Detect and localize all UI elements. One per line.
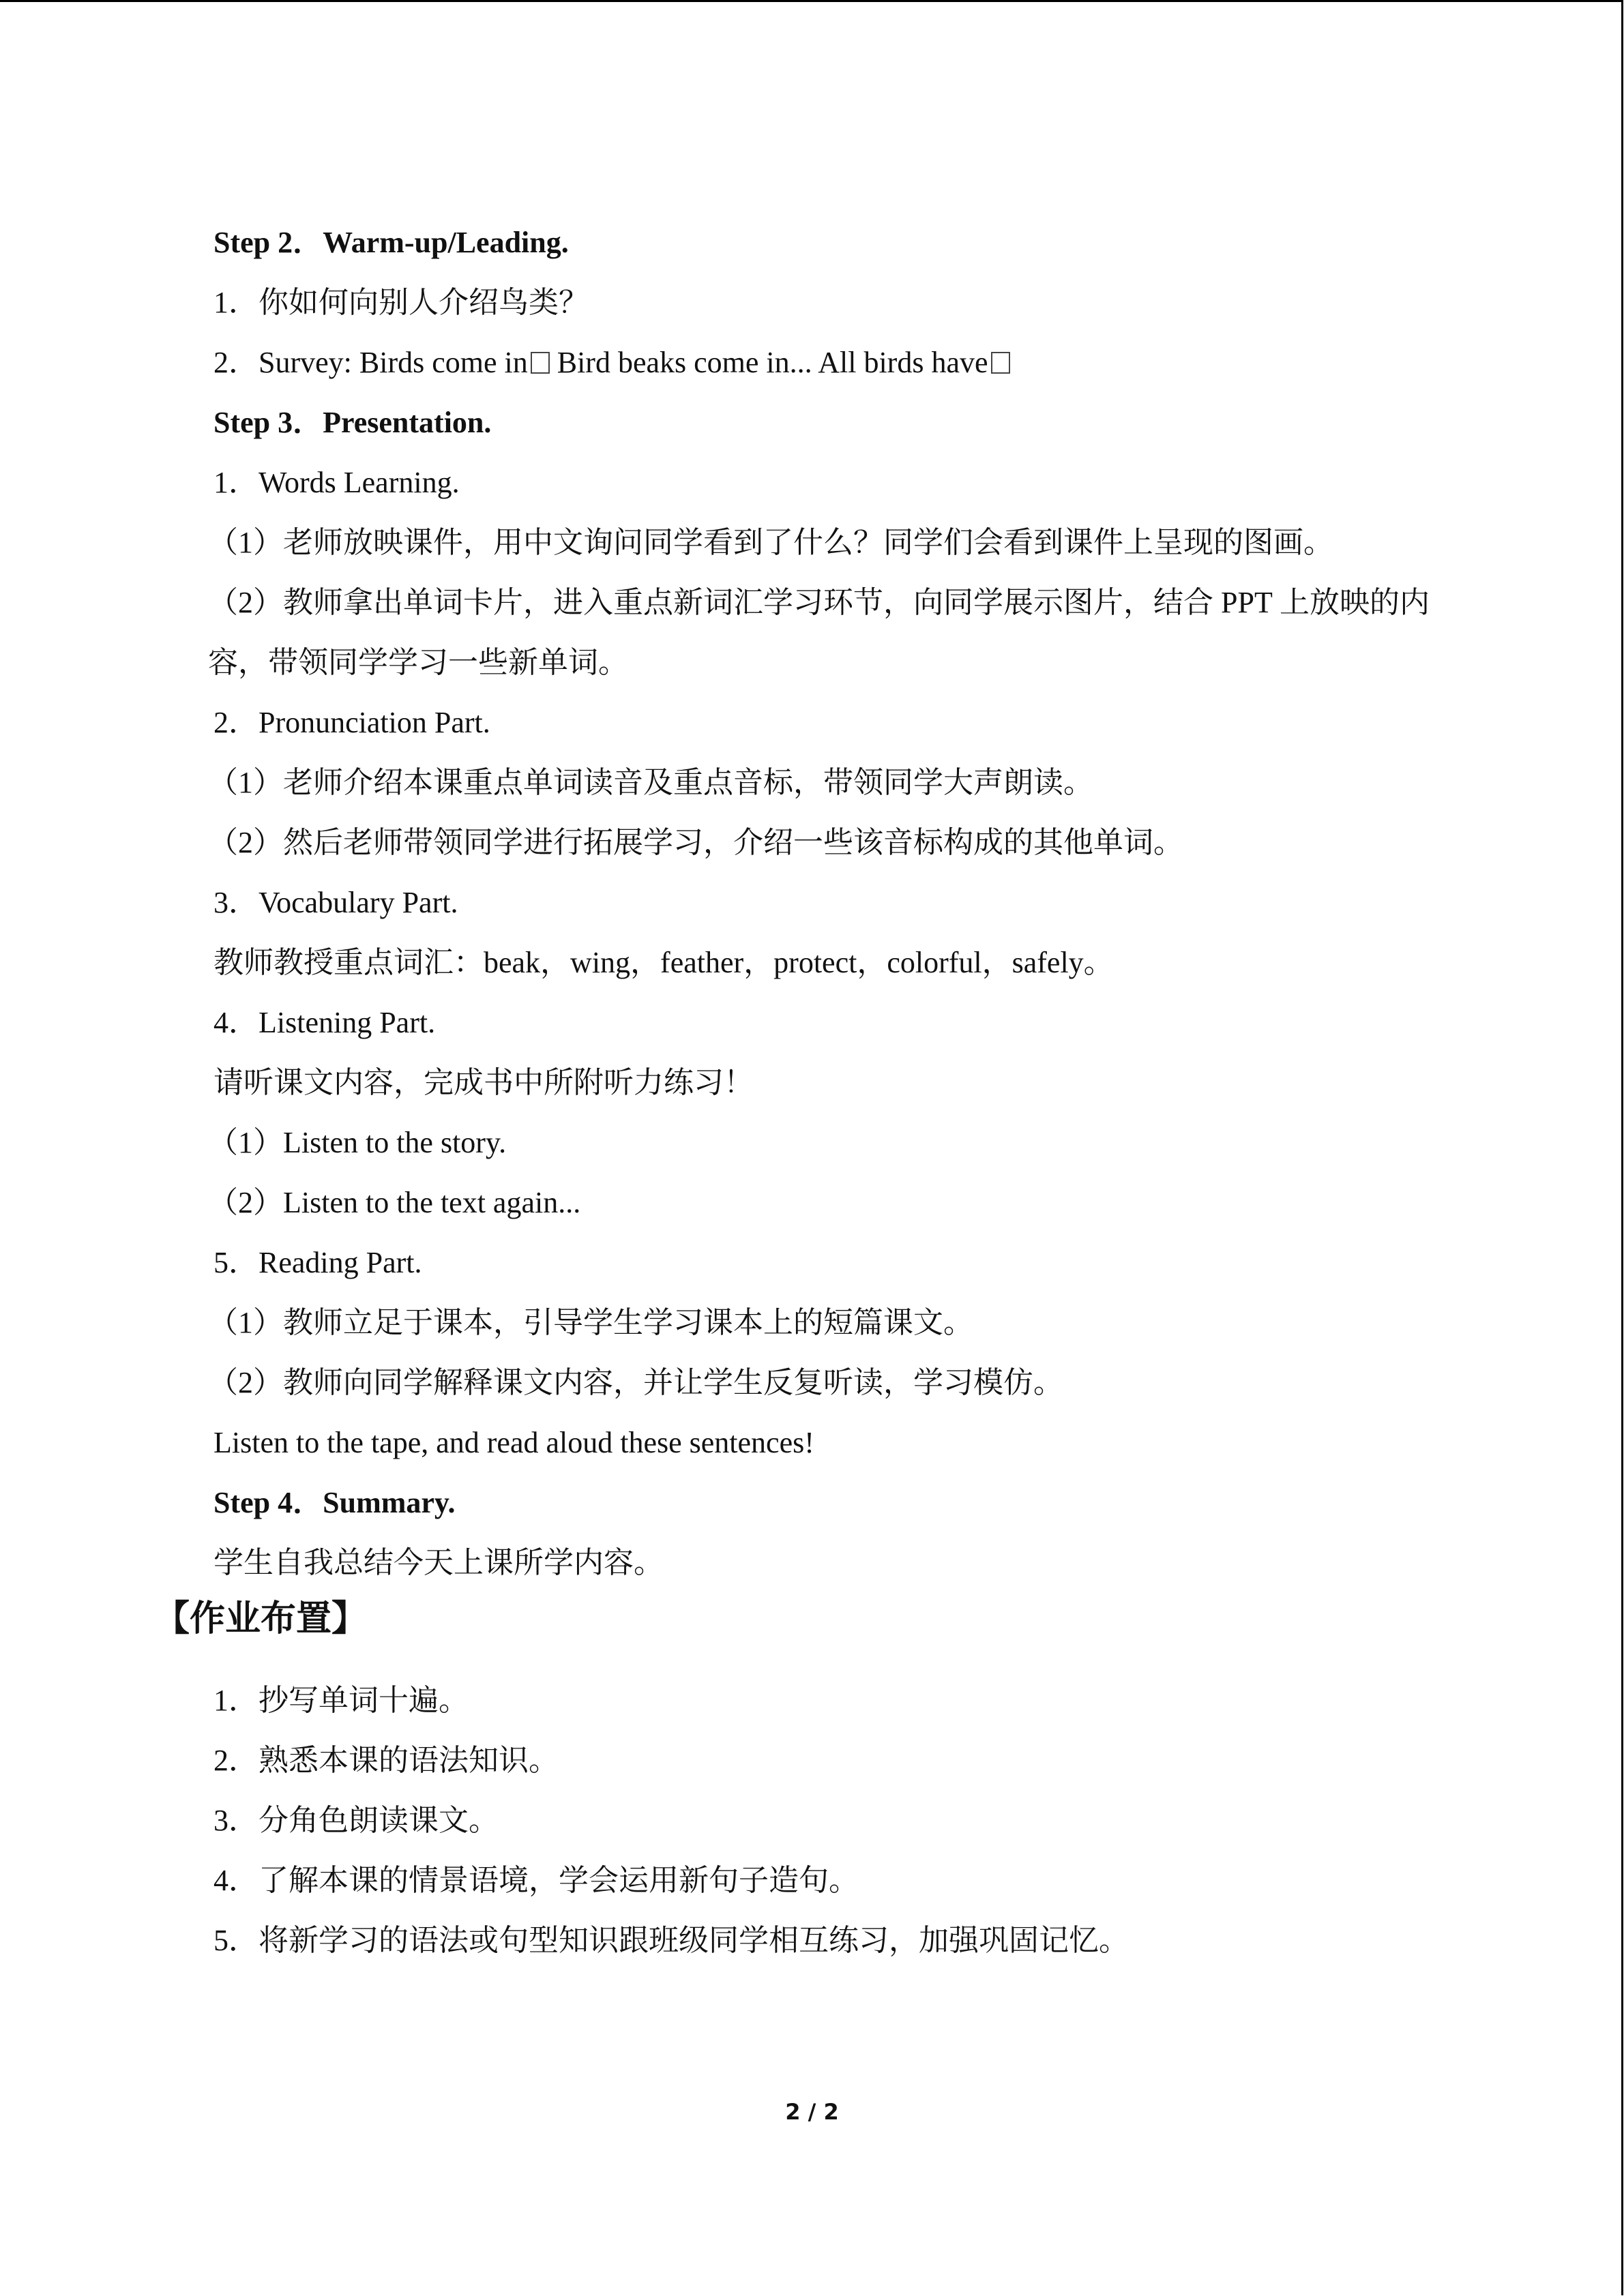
homework-heading: 【作业布置】: [154, 1598, 368, 1639]
words-learning-item-2: （2）教师拿出单词卡片，进入重点新词汇学习环节，向同学展示图片，结合 PPT 上放映的内容，带领同学学习一些新单词。: [208, 586, 1430, 679]
listening-intro: 请听课文内容，完成书中所附听力练习！: [213, 1066, 754, 1099]
reading-heading: 5．Reading Part.: [213, 1246, 422, 1279]
reading-item-1: （1）教师立足于课本，引导学生学习课本上的短篇课文。: [208, 1306, 973, 1339]
survey-text-a: 2．Survey: Birds come in: [213, 346, 528, 379]
step2-item-2: [213, 333, 1455, 393]
missing-glyph-box: [531, 352, 550, 374]
step3-heading: Step 3．Presentation.: [213, 406, 492, 439]
pronunciation-heading: 2．Pronunciation Part.: [213, 706, 490, 739]
reading-item-2: （2）教师向同学解释课文内容，并让学生反复听读，学习模仿。: [208, 1366, 1063, 1399]
pronunciation-item-1: （1）老师介绍本课重点单词读音及重点音标，带领同学大声朗读。: [208, 766, 1093, 799]
pronunciation-item-2: （2）然后老师带领同学进行拓展学习，介绍一些该音标构成的其他单词。: [208, 826, 1183, 859]
vocabulary-heading: 3．Vocabulary Part.: [213, 886, 458, 919]
listening-item-2: （2）Listen to the text again...: [208, 1186, 581, 1219]
page-number: 2 / 2: [785, 2099, 839, 2125]
vocabulary-item-1: 教师教授重点词汇：beak，wing，feather，protect，colorful，safely。: [213, 946, 1114, 979]
lesson-steps: [208, 213, 1455, 1593]
listening-item-1: （1）Listen to the story.: [208, 1126, 507, 1159]
homework-item: 5．将新学习的语法或句型知识跟班级同学相互练习，加强巩固记忆。: [213, 1924, 1129, 1957]
reading-item-3: Listen to the tape, and read aloud these sentences!: [213, 1426, 814, 1459]
missing-glyph-box: [991, 352, 1010, 374]
words-learning-heading: 1．Words Learning.: [213, 466, 460, 499]
step2-item-1: 1．你如何向别人介绍鸟类？: [213, 286, 589, 319]
summary-item-1: 学生自我总结今天上课所学内容。: [213, 1546, 664, 1579]
words-learning-item-1: （1）老师放映课件，用中文询问同学看到了什么？同学们会看到课件上呈现的图画。: [208, 526, 1333, 559]
homework-item: 2．熟悉本课的语法知识。: [213, 1744, 559, 1777]
homework-item: 3．分角色朗读课文。: [213, 1804, 499, 1837]
survey-text-b: Bird beaks come in... All birds have: [549, 346, 988, 379]
homework-list: [213, 1671, 1455, 1971]
homework-item: 1．抄写单词十遍。: [213, 1684, 469, 1717]
step4-heading: Step 4．Summary.: [213, 1486, 456, 1519]
homework-item: 4．了解本课的情景语境，学会运用新句子造句。: [213, 1864, 859, 1897]
step2-heading: Step 2．Warm-up/Leading.: [213, 226, 569, 259]
listening-heading: 4．Listening Part.: [213, 1006, 436, 1039]
